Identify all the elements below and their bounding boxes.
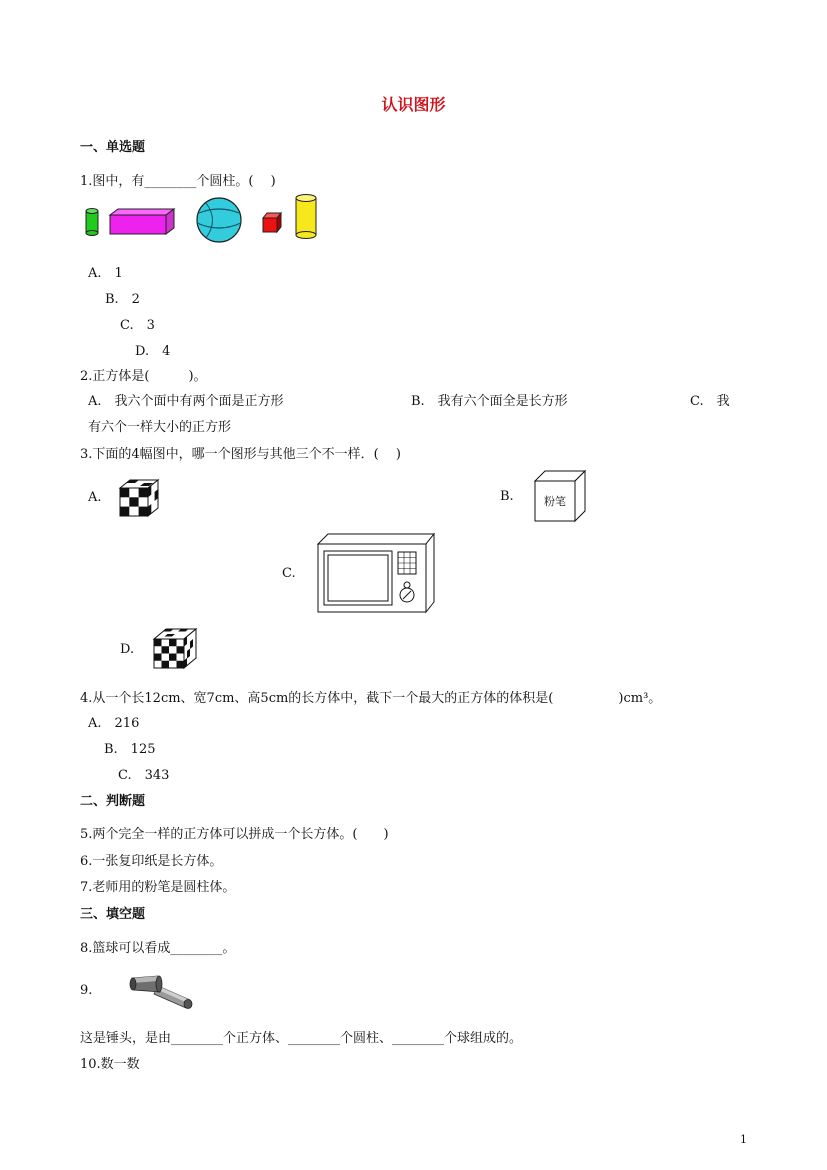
question-8: 8.篮球可以看成________。 [80, 941, 236, 956]
question-9-number: 9. [80, 983, 93, 998]
page-title: 认识图形 [381, 95, 446, 114]
hammer-icon [128, 970, 198, 1010]
q3-label-d[interactable]: D. [120, 642, 135, 657]
q2-option-b[interactable]: B. 我有六个面全是长方形 [411, 394, 568, 409]
q3-label-c[interactable]: C. [282, 566, 296, 581]
question-1: 1.图中，有________个圆柱。( ) [80, 174, 276, 189]
question-10: 10.数一数 [80, 1057, 140, 1072]
question-5: 5.两个完全一样的正方体可以拼成一个长方体。( ) [80, 827, 389, 842]
question-2: 2.正方体是( )。 [80, 369, 207, 384]
q1-option-a[interactable]: A. 1 [88, 266, 123, 281]
q1-option-b[interactable]: B. 2 [105, 292, 140, 307]
question-3: 3.下面的4幅图中，哪一个图形与其他三个不一样．( ) [80, 447, 401, 462]
section-heading-true-false: 二、判断题 [80, 794, 146, 809]
q1-shapes-figure [80, 193, 330, 245]
magenta-cuboid-icon [110, 209, 174, 234]
question-7: 7.老师用的粉笔是圆柱体。 [80, 880, 236, 895]
section-heading-fill-blank: 三、填空题 [80, 907, 146, 922]
q1-option-d[interactable]: D. 4 [135, 344, 171, 359]
q3-label-b[interactable]: B. [500, 489, 514, 504]
q1-option-c[interactable]: C. 3 [120, 318, 155, 333]
section-heading-single-choice: 一、单选题 [80, 140, 146, 155]
q4-option-c[interactable]: C. 343 [118, 768, 170, 783]
q3-rubiks-cube-d-icon [152, 626, 200, 670]
question-4: 4.从一个长12cm、宽7cm、高5cm的长方体中，截下一个最大的正方体的体积是( )cm³。 [80, 691, 662, 706]
q3-chalk-box-b-icon [532, 468, 588, 524]
q4-option-b[interactable]: B. 125 [104, 742, 156, 757]
red-cube-icon [263, 213, 281, 232]
q2-option-a[interactable]: A. 我六个面中有两个面是正方形 [88, 394, 284, 409]
chalk-box-label: 粉笔 [544, 495, 566, 508]
q3-rubiks-cube-a-icon [118, 476, 162, 518]
question-9-text: 这是锤头，是由________个正方体、________个圆柱、________个球组成的。 [80, 1031, 523, 1046]
q2-option-c[interactable]: C. 我 [690, 394, 730, 409]
q2-option-c-continued: 有六个一样大小的正方形 [88, 420, 232, 435]
yellow-cylinder-icon [296, 195, 316, 239]
question-6: 6.一张复印纸是长方体。 [80, 854, 223, 869]
q3-microwave-c-icon [314, 530, 438, 614]
green-cylinder-icon [86, 209, 98, 236]
q3-label-a[interactable]: A. [88, 490, 102, 505]
page-number: 1 [740, 1133, 747, 1146]
cyan-ball-icon [197, 198, 241, 242]
q4-option-a[interactable]: A. 216 [88, 716, 140, 731]
